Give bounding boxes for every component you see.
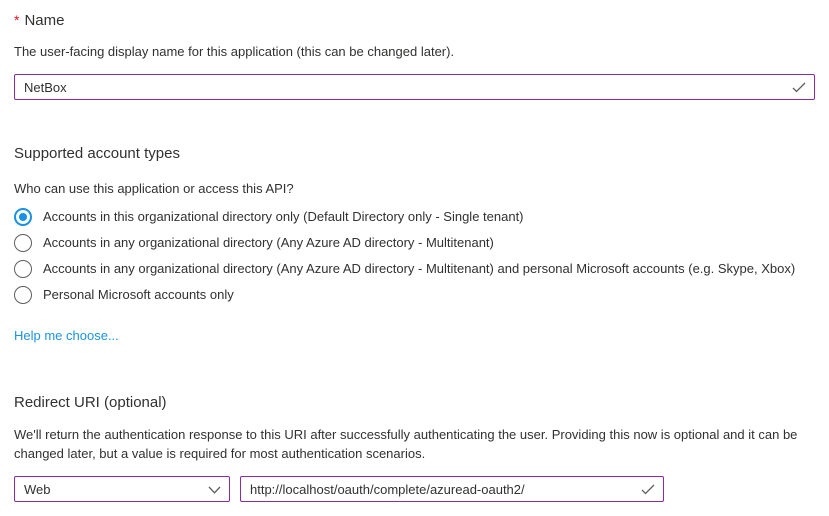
- radio-option-label[interactable]: Accounts in any organizational directory (Any Azure AD directory - Multitenant) and personal Microsoft accounts (e.g. Skype, Xbox): [43, 261, 796, 276]
- name-input[interactable]: [14, 74, 815, 100]
- radio-option-personal-only[interactable]: [14, 282, 815, 308]
- radio-button-icon[interactable]: [14, 260, 32, 278]
- name-section-title: [14, 10, 815, 31]
- radio-option-multitenant-personal[interactable]: [14, 256, 815, 282]
- account-types-question: Who can use this application or access this API?: [14, 181, 294, 196]
- platform-select[interactable]: [14, 476, 230, 502]
- radio-button-icon[interactable]: [14, 208, 32, 226]
- account-types-radio-group: [14, 204, 815, 308]
- redirect-uri-title: Redirect URI (optional): [14, 394, 167, 411]
- radio-option-multitenant[interactable]: [14, 230, 815, 256]
- radio-option-label[interactable]: Accounts in this organizational directory only (Default Directory only - Single tenant): [43, 209, 524, 224]
- help-me-choose-link[interactable]: Help me choose...: [14, 328, 119, 343]
- name-label: Name: [24, 12, 65, 29]
- account-types-title: Supported account types: [14, 145, 180, 162]
- platform-select-container: [14, 476, 230, 502]
- redirect-uri-input[interactable]: [240, 476, 664, 502]
- name-description: The user-facing display name for this application (this can be changed later).: [14, 44, 455, 59]
- radio-button-icon[interactable]: [14, 286, 32, 304]
- required-asterisk: *: [14, 12, 20, 28]
- redirect-uri-input-container: [240, 476, 664, 502]
- radio-option-single-tenant[interactable]: [14, 204, 815, 230]
- radio-button-icon[interactable]: [14, 234, 32, 252]
- platform-select-value: Web: [24, 481, 51, 497]
- redirect-uri-controls: [14, 476, 815, 502]
- redirect-uri-description: We'll return the authentication response to this URI after successfully authenticating the user. Providing this now is optional and it can be changed later, but a value is required for most authentication scenarios.: [14, 427, 798, 461]
- radio-option-label[interactable]: Accounts in any organizational directory (Any Azure AD directory - Multitenant): [43, 235, 494, 250]
- name-input-container: [14, 74, 815, 100]
- radio-option-label[interactable]: Personal Microsoft accounts only: [43, 287, 234, 302]
